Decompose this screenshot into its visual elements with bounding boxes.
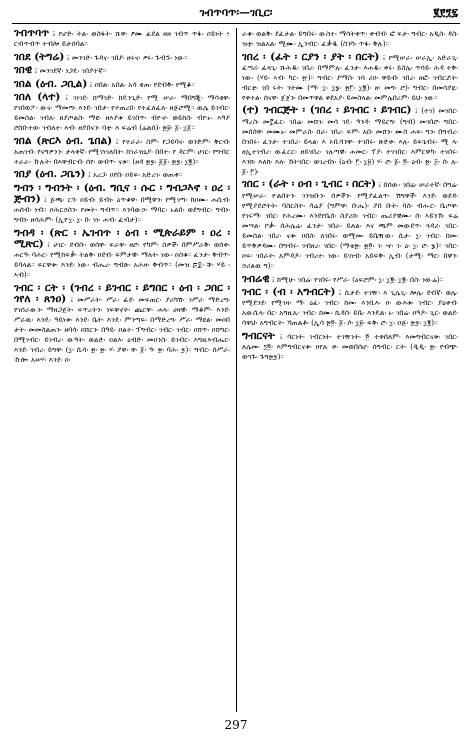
entry-definition: ፤ ከሚሁ፡ ገበሬ፡ የገበሩ፡ የሥራ፡ (ዕፍሮም፡ ፲፡ ፲፪፡ ፲፪፡ በስ፡ ነውሬ)። xyxy=(271,274,444,284)
header-rule xyxy=(12,23,460,24)
dictionary-entry xyxy=(14,136,230,167)
entry-headword: ገበዊ xyxy=(14,64,33,77)
entry-headword: ገብጥባጥ xyxy=(14,28,50,39)
entry-headword: ገበረ ፡ (ፈት ፡ ርያን ፡ ያት ፡ በርት) xyxy=(242,50,380,63)
entry-definition: ፤ መንገደኛ፡ ነጋዴ፡ ገበያተኛ። xyxy=(34,66,107,76)
dictionary-entry xyxy=(242,274,458,285)
entry-headword: ገብሬዊ xyxy=(242,272,270,285)
running-head-page-mark: ፪፻፺፯ xyxy=(433,6,458,19)
entry-headword: ገበል (ጽርእ ዕብ. ጌበል) xyxy=(14,134,113,147)
right-column xyxy=(242,28,458,712)
dictionary-entry xyxy=(14,183,230,225)
entry-headword: ግብዳ ፡ (ጽር ፡ ኤገብጥ ፡ ዕብ ፡ ሚጵራይም ፡ ዐረ ፡ ሚጽር) xyxy=(14,226,230,250)
entry-definition: ፤ የተራራ፡ ስም፡ የጋይባና፡ ወንድም፡ ቅርብ፡ አጠገብ፡ የናግዎንን፡ ታላቀኛ፡ የሚገነገለበት፡ ከገራዝኒያ፡ በበተ፡ የ ዳርም፡ ሀገር፡ የግብር ተራራ፡ ኹሉት፡ በእዋብርብ፡ ሰየ፡ ወብጥ፡ ናቱ። (ዘዳ ፳፯፡ ፩፩፡ ፳፯፡ ፲፪)። xyxy=(14,136,230,166)
dictionary-entry xyxy=(242,105,458,177)
entry-definition: ፤ ባርነት፡ ገብርነት፡ ተገዥነት፡ ፬ ተቀበለም፡ እመግብርናቱ፡ ገበር፡ ለሌመ፡ ፺፬፡ እምግብርናቱ፡ ዐየሉ ቀ፡ መወበሰሆ፡ ሰግብር፡ ርት፡ (ዲዲ፡ ፳፡ የብጭ፡ ወኀጉ፡ ጉግ፳፯)። xyxy=(242,331,458,362)
dictionary-entry xyxy=(14,228,230,280)
dictionary-entry xyxy=(242,52,458,103)
entry-definition: ፤ መንገድ፡ ጉዳና፡ ገበያ፡ ዘሩና፡ ዎሩ፡ ጉብኙ፡ ነው። xyxy=(66,52,188,62)
page-number: 297 xyxy=(224,718,248,732)
dictionary-entry xyxy=(14,28,230,49)
entry-headword: ገበያ (ዕብ. ጋቤን) xyxy=(14,168,86,181)
entry-headword: ገብር ፡ ርት ፡ (ገብረ ፡ ይገብር ፡ ይግበር ፡ ዕብ ፡ ጋበር ፡ ጎየለ ፡ ጸንዐ) xyxy=(14,281,230,305)
entry-definition: ራቁ፡ ወልቅ፡ ደፈታል፡ ይግበሩ፡ ውስተ፡ ማሳትቀጥ፡ ቀብብ፡ ፎ ፍታ፡ ግብር፡ አዲስ፡ ዳስ፡ ዝቲ፡ ዝልአል፡ ሚሙ፡ ኢንብር፡ ፈቃዱ (ስንካ፡ ጥፋ፡ ቅሉ)። xyxy=(242,29,458,49)
entry-headword: ገበለ (ላተ) xyxy=(14,91,61,104)
dictionary-entry xyxy=(242,331,458,362)
entry-definition: ፤ ጅጫ፡ ርጎ፡ ዐይብ፡ ይብነ፡ ዕጥቁዋ፡ በሚዋን፡ የሚገጣ፡ ክዐሙ፡ ሐሲብ፡ ሐሰብ፡ ነብ። ዐሕርኃስን፡ የመት፡ ግብጥ። እንባውኃ፡ ማባር፡ ኑልበ፡ ወደግብር፡ ግብነ፡ ግብነ፡ ዘሳሕም፡ (ኢዮ፲፡ ፲፡ በ፡ ገነ፡ ሐብ፡ ፈብታ)። xyxy=(14,195,230,225)
running-header xyxy=(10,6,462,22)
running-head-title: ገብጥባጥ፡—ገቢር፡ xyxy=(199,6,273,19)
dictionary-entry xyxy=(14,169,230,180)
entry-definition: ፤ አረጋ፡ ዐየበ፡ ዐይፍ፡ አድረገ፡ ወጠቀ። xyxy=(87,170,183,180)
entry-definition: ፤ ገነገደ፡ ከማገድ፡ ከዴንጊድ፡ የሚ ሠራ፡ ማበግጂ፡ ማሳቂዋ፡ የገበወፖ፡ ውና፡ ማመጣ፡ እንደ፡ ገበታ፡ የተጠረበ፡ የተፈለፈለ፡ ዘጅሮሚ። ዉሌ ይገብር፡ ይመስል፡ ገብለ፡ ዘያጦልስ፡ ማዩ፡ ዘእያቱ ይገበጥ፡ ብዮኖ፡ ወይከስ፡ ብዮኑ፡ እዓያ ሮስቡተወ፡ ገብለተ፡ እብ፡ ዘያበናን፡ ባቲ፡ እ ፍሬብ (ሬልሰ)፡ ፳፱፡ ፩፡ ፲፩። xyxy=(14,93,230,133)
dictionary-entry xyxy=(14,52,230,63)
column-divider xyxy=(236,28,237,712)
entry-definition: ፤ ሀገር፡ ደብቡ፡ ወሰዋ፡ ፍራዋ፡ ዘሮ፡ የካም፡ ስዎች፡ በምሥራቅ፡ ወሰቀ፡ ሐርዓ፡ ባሕር፡ የሚከፍቃ፡ ትልቅ፡ ዐደብ፡ ፍምታዊ፡ ማለት፡ ነው፡ ዐስቁ። ፈንታ፡ ቅብጥ፡ ይባላል። ፍርዋቱ፡ እንደ፡ ነው፡ ብሔረ፡ ግብጽ፡ አሕዛ፡ ቅብጥ። (መዝ ፷፰፡ ቹ፡ ሃይ ፡ ኣብ)። xyxy=(14,239,230,280)
entry-definition: ፤ በሰው፡ ገበሬ፡ ሠራተኛ፡ በግሬ፡ የሚሠራ፡ ዮልበትን፡ ገንዝቡን፡ ሰዎችን፡ የሚያፈልጥ፡ ሽግዋች፡ እንደ፡ ወደዳ፡ የሚያደሮትት፡ ባስርስት፡ ሳሬያ (ግምዋ፡ ቡሔ)፡ ያበ ቡት፡ ባስ፡ ብሑር፡ ቤጦዋ፡ የገሩማ፡ ገበር፡ የሕረሙ፡ እንደየቤሰ፡ ስያሪክ፡ ገብር፡ ጤሪያዊሙ፡ ሰ፡ ኣይንኽ፡ ፍሬ መሣል፡ ኮቃ፡ ሰሕሌሬ፡ ፈንታ፡ ገበራ፡ ይለል፡ እና ጫም መውደጥ፡ ጓዳሪ፡ ገበር፡ ይመስል፡ ገበረ፡ ናቱ፡ ዐበስ፡ ለገበሩ፡ ወሚመ፡ ይቤዥው፡ ሲታ፡ ፲፡ ገብር፡ ከመ፡ ይጥቅዎዳሙ፡ በግብሩ፡ ገብዘረ፡ ገበር፡ (ማቴ፳፡ ፳፬፡ ገ፡ ኆ፡ ገ፡ ዕ፡ ፲፡ ሮ፡ ፮)። ገበር፡ ዐፍ፡ ገበራት፡ አምዳዶ፡ ገብረተ፡ ነው፡ ይገነብ፡ አይፍቅ፡ ኢብ፡ (ታሚ፡ ማር፡ በዋን፡ ኃሪልዉ ግ)። xyxy=(242,180,458,271)
entry-definition: ፤ ሲታደ፡ ተገዥ፡ እ ጊሌጊ፡ ሎሌ፡ ደብኛ፡ ወሌ፡ የሚደንደ፡ የሚገዛ፡ ማ፡ ዕፈ፡ ገብር፡ ከመ፡ እንቢእ፡ ዐ፡ ውእቱ፡ ገብር፡ ያዕቀብ፡ አውሲላ፡ በር፡ አግዚኡ፡ ገብር፡ ከሙ፡ ኪዳስ፡ ይቤ፡ እንዴል፡ ኑ፡ ገበሬ፡ ዐዓዶ፡ ጊር፡ ወልደ፡ ሳዋህ፡ አግብርት፡ ኻጠልቶ፡ (ኢሳ ፳፬፡ ፩፡ ሶ፡ ፲፱፡ ፍቅ፡ ሮ፡ ፲፡ ዐጅ፡ ፳፯፡ ፲፪)። xyxy=(242,288,458,328)
entry-definition: ፤ የሆድ፡ ትል፡ ወስፋት፡ ሹዋ፡ ፆሙ ፊደል ዘዘ ገብጥ ጥፋ፡ ዐይነት ፥ ርብጥብጥ ተብሎ ይታሰባል። xyxy=(14,29,230,49)
dictionary-entry xyxy=(14,283,230,366)
entry-headword: ገበደ (ትግሬ) xyxy=(14,50,65,63)
dictionary-entry xyxy=(242,287,458,328)
left-column xyxy=(14,28,230,712)
entry-headword: ገብር ፡ (ብ ፡ አግብርት) xyxy=(242,286,336,299)
entry-headword: ገበር ፡ (ራት ፡ ዐብ ፡ ጊብር ፡ በርት) xyxy=(242,178,376,191)
dictionary-entry xyxy=(242,28,458,49)
dictionary-entry xyxy=(14,79,230,90)
entry-definition: ፤ መሥራት፡ ሥራ፡ ፊደ፡ መፍጠር፡ ያሪካሽ፡ ገሥሪ፡ ማድረግ፡ የገሰራውን፡ ማዘጋጀት፡ ፍጥረትን፡ ነፍዋኖት፡ ጨርዋ፡ ሐላ፡ ሀዛዊ፡ ማቆም፡ እንደ፡ ሥራዉ፡ እንዴ፡ ዓይነቱ፡ እንደ፡ ቤት፡ እንዴ፡ ምንጣፍ፡ በማድረግ፡ ሥራ፡ ማዩል፡ መዐበ ታት፡ መመስልጠን፡ ዘባሳ፡ ዐሸርን፡ በዓይ፡ ዐልተ፡ ፕግብር፡ ገብር፡ ገብር፡ ዐሸጥ፡ ዐሸግር፡ በሚገብር፡ ይገብረ፡ ውዓት፡ ወልድ፡ ዐልእ፡ ዕብድ፡ መዐንስ፡ ይገብር፡ እግዚእብሔር፡ እንደ፡ ገብረ፡ ይግዋ፡ (፲፡ ሲሳ፡ ፳፡ ፳፡ ሃ፡ ያዋ፡ ዋ፡ ፩፡ ዓ፡ ፳፡ ባሕ፡ ፯)። ግብር፡ ሰሥራ፡ ኹሎ፡ አሠሃ፡ እንደ፡ ዐ፡ xyxy=(14,294,230,365)
entry-definition: ፤ የሚሠራ፡ ሠራኢ፡ አድራጊ፡ ፈጣሪ፡ ፈላጊ፡ ሹሕዱ፡ ገበረ፡ በማምሉ፡ ፈንታ፡ እሐዱ፡ ቀሩ፡ ይስሌ፡ ጥሳይ፡ ሕዳ ተቅ፡ ነው፡ (ሃይ፡ ኣብ፡ ካር፡ ፹)። ግብር፡ ያማስ፡ ገሳ ሪዐ፡ ዋይብ፡ ገበረ፡ ዘፎ፡ ገብርሯት፡ ብርቲ፡ ገበ ሩት፡ ንትሙ (ማ፡ ፲፡ ፲፮፡ ፳፫፡ ፲፪)፡ ዘ፡ መግ፡ ሮ)፡ ግብር፡ በመሳያዪ፡ የቀተል፡ ሰናዋ፡ ጀጀን፡ በመጥዋል ቀደአያ፡ ይመስላል፡ መምሌበረም፡ ይህ፡ ነው። xyxy=(242,52,458,102)
dictionary-columns xyxy=(14,28,458,712)
entry-headword: (ተ) ገብርጅት ፡ (ገበረ ፡ ይገብር ፡ ይገብር) xyxy=(242,104,412,117)
dictionary-entry xyxy=(14,92,230,133)
entry-definition: ፤ (ተገ) መገበር፡ ማረስ፡ መኟፈር፡ ገበሬ፡ መሸገ፡ መሳ ገዴ፡ ዓንዳ፡ ማይርግ፡ (ግብ) መገበሮ፡ ግበር፡ መበስዋ፡ መሙኑ፡ መምራስ፡ ሰራ፡ ገበረ፡ ፍም፡ አበ፡ መሸን፡ ሙስ ሐፍ፡ ግን፡ በግብረ፡ በገበሩ፡ ፈንታ፡ ተገበረ፡ ይላል፡ እ ኦቢሳንዋ፡ ተገበሩ፡ ጽድቀ፡ እሉ፡ ይፍጌብሩ፡ ሚ ላ፡ ዘኢተገብረ፡ ውፈርር፡ ዘይገበረ፡ ገሉጣዊ፡ ሐመር፡ ፕያ፡ ተገገበር፡ እምርዋካ፡ ተገበሩ፡ እንክ፡ እለክ፡ እለ፡ ኸትገበር፡ ወገረብነ፡ (ዕብ፡ ፫፡ ፲፱) ሃ፡ ሮ፡ ፩፡ ፬፡ ዕብ፡ ፳፡ ፭፡ ሰ፡ ሉ፡ ፩፡ ፫)፡ xyxy=(242,106,458,176)
entry-headword: ገበል (ዕብ. ጋቢል) xyxy=(14,77,88,90)
dictionary-entry xyxy=(242,179,458,271)
entry-definition: ፤ ዐበል፡ አበል፡ አሳ ቂጠ፡ የደብቅ፡ የሚቆ። xyxy=(89,79,195,89)
entry-headword: ግብርናት xyxy=(242,329,275,342)
dictionary-entry xyxy=(14,65,230,76)
entry-headword: ግብን ፡ ግብንት ፡ (ዕብ. ግቢና ፡ ሱር ፡ ግብጋእኖ ፡ ዐረ ፡ ጅብን) xyxy=(14,181,230,206)
